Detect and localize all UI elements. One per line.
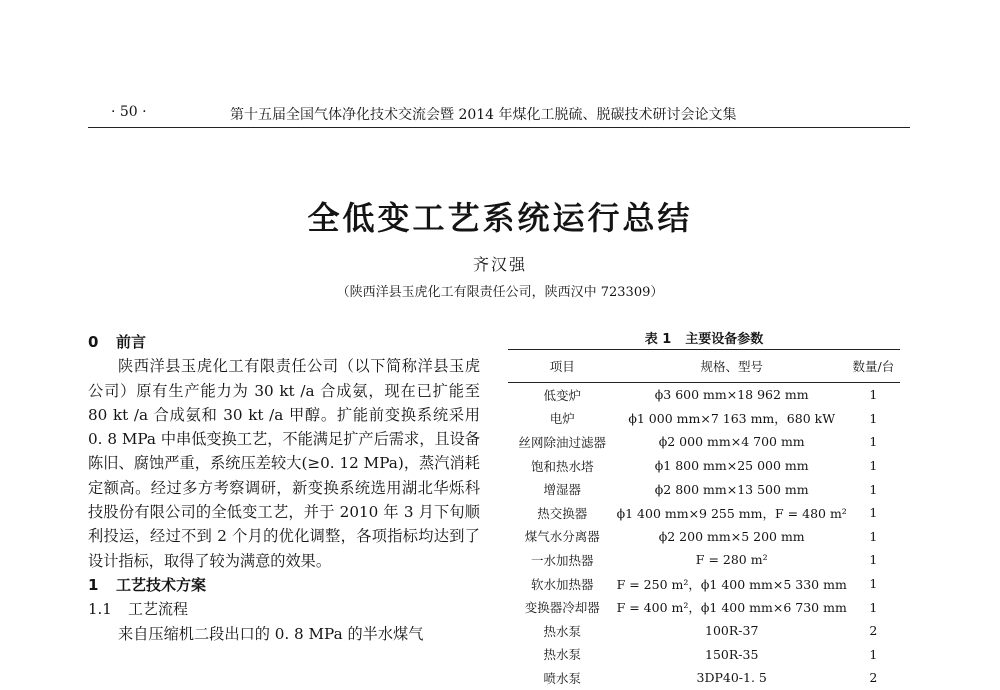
table-row xyxy=(508,454,900,478)
table-cell: F = 400 m²，ϕ1 400 mm×6 730 mm xyxy=(616,600,847,616)
header-rule xyxy=(88,127,910,128)
table-cell: ϕ1 400 mm×9 255 mm，F = 480 m² xyxy=(616,505,847,521)
table-title: 主要设备参数 xyxy=(685,332,764,347)
section-title: 前言 xyxy=(116,333,147,351)
table-cell: ϕ2 000 mm×4 700 mm xyxy=(658,434,805,450)
equipment-table xyxy=(508,349,900,690)
table-row xyxy=(508,619,900,643)
table-cell: 1 xyxy=(869,387,878,403)
table-cell: 1 xyxy=(869,505,878,521)
table-cell: 3DP40-1. 5 xyxy=(696,670,767,686)
table-cell: 1 xyxy=(869,576,878,592)
table-row xyxy=(508,383,900,407)
table-cell: 1 xyxy=(869,528,878,544)
table-cell: 1 xyxy=(869,599,878,615)
table-cell: 一水加热器 xyxy=(531,552,594,568)
section-number: 0 xyxy=(88,333,99,351)
section-title: 工艺技术方案 xyxy=(116,575,207,594)
table-cell: 煤气水分离器 xyxy=(524,529,600,545)
column-header: 数量/台 xyxy=(852,359,895,374)
table-cell: ϕ1 000 mm×7 163 mm，680 kW xyxy=(628,411,836,427)
table-label: 表 1 xyxy=(644,332,672,347)
table-cell: 1 xyxy=(869,552,878,568)
table-cell: ϕ1 800 mm×25 000 mm xyxy=(654,458,809,474)
table-cell: 150R-35 xyxy=(705,646,759,662)
section-heading-0 xyxy=(88,330,480,354)
table-cell: F = 280 m² xyxy=(695,552,768,568)
table-cell: 热水泵 xyxy=(543,647,582,663)
article-affiliation: （陕西洋县玉虎化工有限责任公司，陕西汉中 723309） xyxy=(336,285,664,300)
table-cell: 软水加热器 xyxy=(531,576,594,592)
table-cell: 1 xyxy=(869,458,878,474)
table-row xyxy=(508,666,900,690)
table-cell: 变换器冷却器 xyxy=(524,600,600,616)
table-cell: 热交换器 xyxy=(537,505,588,521)
table-row xyxy=(508,525,900,549)
table-row xyxy=(508,430,900,454)
intro-paragraph: 陕西洋县玉虎化工有限责任公司（以下简称洋县玉虎公司）原有生产能力为 30 kt /a 合成氨，现在已扩能至 80 kt /a 合成氨和 30 kt /a 甲醇。扩能前变换系统采用 0. 8 MPa 中串低变换工艺，不能满足扩产后需求，且设备陈旧、腐蚀严重，系统压差较大(≥0. 12 MPa)，蒸汽消耗定额高。经过多方考察调研，新变换系统选用湖北华烁科技股份有限公司的全低变工艺，并于 2010 年 3 月下旬顺利投运，经过不到 2 个月的优化调整，各项指标均达到了设计指标，取得了较为满意的效果。 xyxy=(88,357,480,570)
table-cell: 1 xyxy=(869,434,878,450)
process-paragraph: 来自压缩机二段出口的 0. 8 MPa 的半水煤气 xyxy=(118,624,424,643)
table-cell: ϕ2 800 mm×13 500 mm xyxy=(654,481,809,497)
table-row xyxy=(508,548,900,572)
table-cell: ϕ3 600 mm×18 962 mm xyxy=(654,387,809,403)
table-cell: 2 xyxy=(869,670,878,686)
article-author: 齐汉强 xyxy=(472,255,527,274)
journal-header: 第十五届全国气体净化技术交流会暨 2014 年煤化工脱硫、脱碳技术研讨会论文集 xyxy=(230,107,737,123)
table-cell: 1 xyxy=(869,481,878,497)
table-cell: 2 xyxy=(869,623,878,639)
table-row xyxy=(508,477,900,501)
subsection-heading xyxy=(88,597,480,621)
table-cell: 饱和热水塔 xyxy=(531,458,594,474)
table-cell: 电炉 xyxy=(549,411,575,427)
section-heading-1 xyxy=(88,573,480,597)
table-cell: 100R-37 xyxy=(705,623,759,639)
table-row xyxy=(508,643,900,667)
table-row xyxy=(508,501,900,525)
table-cell: 低变炉 xyxy=(543,387,582,403)
table-row xyxy=(508,595,900,619)
subsection-title: 工艺流程 xyxy=(128,600,189,619)
table-caption xyxy=(508,328,900,347)
table-row xyxy=(508,572,900,596)
column-header: 项目 xyxy=(549,359,575,374)
column-header: 规格、型号 xyxy=(700,359,763,374)
section-number: 1 xyxy=(88,575,99,594)
table-cell: ϕ2 200 mm×5 200 mm xyxy=(658,528,805,544)
subsection-number: 1.1 xyxy=(88,600,112,619)
left-column xyxy=(88,330,480,646)
table-cell: 丝网除油过滤器 xyxy=(518,434,607,450)
page-number: · 50 · xyxy=(111,104,147,120)
table-cell: 1 xyxy=(869,410,878,426)
table-row xyxy=(508,407,900,431)
table-cell: 1 xyxy=(869,646,878,662)
table-cell: 增湿器 xyxy=(543,482,582,498)
table-header-row xyxy=(508,350,900,383)
table-cell: 喷水泵 xyxy=(543,670,582,686)
table-cell: 热水泵 xyxy=(543,623,582,639)
article-title: 全低变工艺系统运行总结 xyxy=(307,199,693,237)
table-cell: F = 250 m²，ϕ1 400 mm×5 330 mm xyxy=(616,576,847,592)
